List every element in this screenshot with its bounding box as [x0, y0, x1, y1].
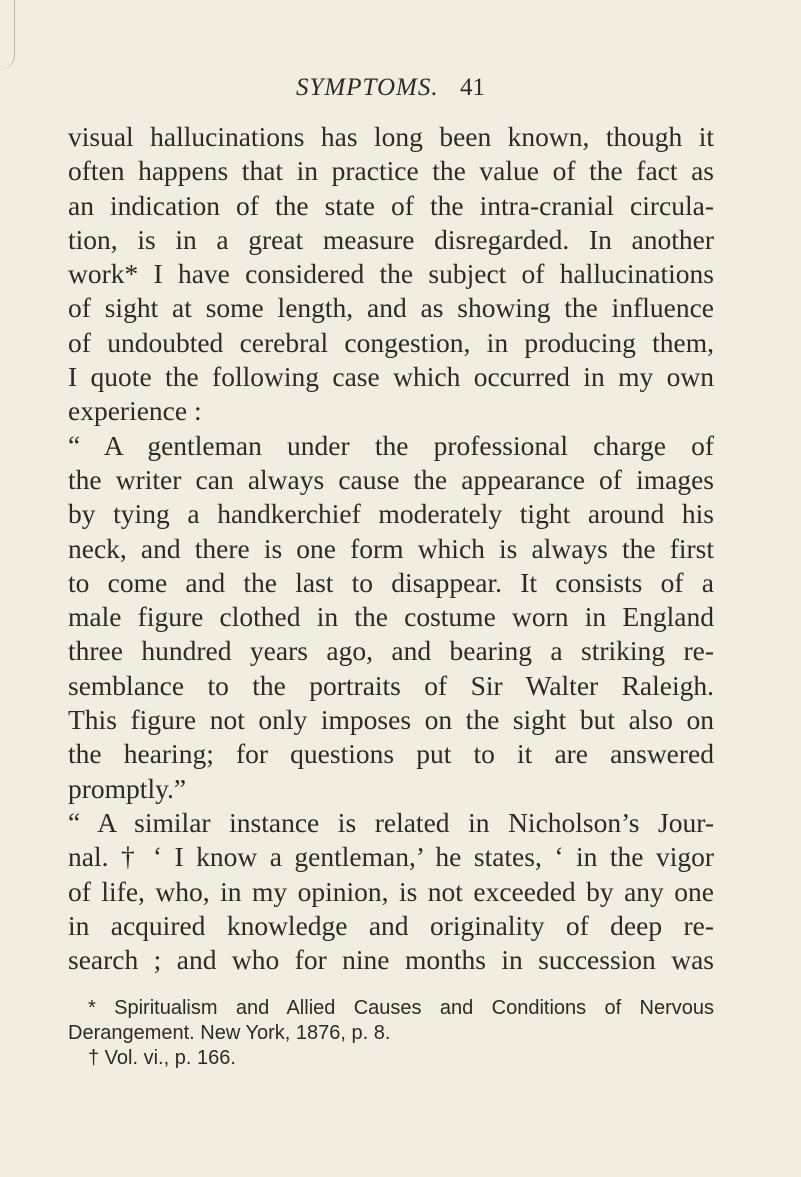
text-line: I quote the following case which occurred in my own: [68, 361, 714, 393]
text-line: three hundred years ago, and bearing a striking re-: [68, 635, 714, 667]
page-header: [0, 70, 801, 110]
text-line: promptly.”: [68, 772, 187, 804]
text-line: by tying a handkerchief moderately tight around his: [68, 498, 714, 530]
running-head: SYMPTOMS.: [296, 74, 439, 101]
text-line: of undoubted cerebral congestion, in producing them,: [68, 326, 714, 358]
text-line: neck, and there is one form which is always the first: [68, 532, 714, 564]
text-line: search ; and who for nine months in succession was: [68, 944, 714, 976]
footnote-line: Derangement. New York, 1876, p. 8.: [68, 1022, 391, 1044]
text-line: work* I have considered the subject of hallucinations: [68, 258, 714, 290]
body-text: [68, 120, 714, 977]
footnote-line: * Spiritualism and Allied Causes and Conditions of Nervous: [88, 997, 714, 1019]
footnotes: [68, 996, 714, 1071]
text-line: the hearing; for questions put to it are answered: [68, 738, 714, 770]
text-line: “ A similar instance is related in Nicholson’s Jour-: [68, 806, 714, 838]
text-line: male figure clothed in the costume worn in England: [68, 601, 714, 633]
text-line: in acquired knowledge and originality of deep re-: [68, 909, 714, 941]
footnote-line: † Vol. vi., p. 166.: [88, 1047, 236, 1069]
text-line: the writer can always cause the appearance of images: [68, 463, 714, 495]
text-line: an indication of the state of the intra-cranial circula-: [68, 189, 714, 221]
text-line: of life, who, in my opinion, is not exceeded by any one: [68, 875, 714, 907]
text-line: to come and the last to disappear. It consists of a: [68, 566, 714, 598]
text-line: nal. † ‘ I know a gentleman,’ he states, ‘ in the vigor: [68, 841, 714, 873]
text-line: tion, is in a great measure disregarded. In another: [68, 223, 714, 255]
text-line: semblance to the portraits of Sir Walter Raleigh.: [68, 669, 714, 701]
text-line: of sight at some length, and as showing the influence: [68, 292, 714, 324]
text-line: experience :: [68, 395, 202, 427]
text-line: This figure not only imposes on the sight but also on: [68, 704, 714, 736]
page-number: 41: [460, 74, 485, 101]
text-line: “ A gentleman under the professional charge of: [68, 429, 714, 461]
page-edge-mark: [0, 0, 15, 70]
text-line: visual hallucinations has long been known, though it: [68, 121, 714, 152]
text-line: often happens that in practice the value of the fact as: [68, 155, 714, 187]
